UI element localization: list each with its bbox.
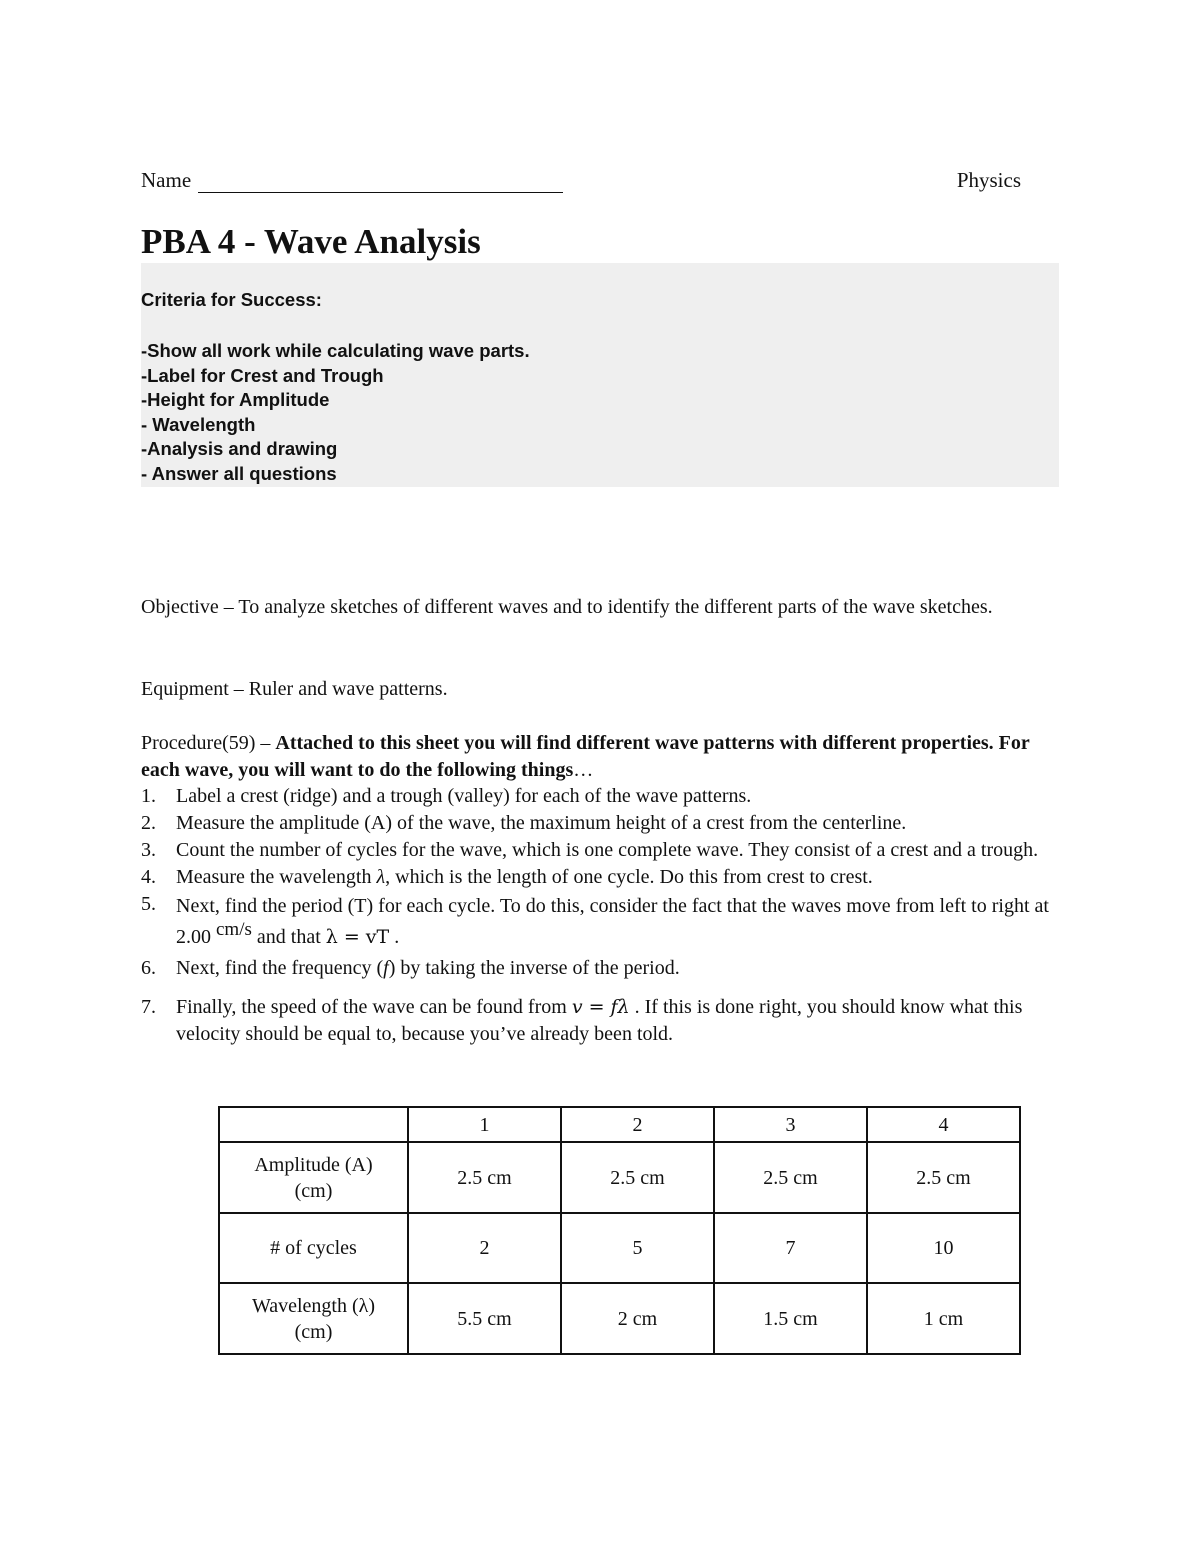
procedure-bold-text: Attached to this sheet you will find different wave patterns with different properties. For each wave, you will want to do the following things	[141, 732, 1030, 781]
table-cell: 5	[561, 1213, 714, 1283]
step-number: 2.	[141, 812, 156, 834]
procedure-step	[141, 864, 1061, 891]
equipment-text: Equipment – Ruler and wave patterns.	[141, 678, 448, 700]
procedure-ellipsis: …	[573, 759, 594, 781]
criteria-item: -Label for Crest and Trough	[141, 364, 384, 386]
table-header-cell	[219, 1107, 408, 1142]
step-text: . If this is done right, you should know what this velocity should be equal to, because you’ve already been told.	[176, 996, 1023, 1045]
step-number: 5.	[141, 893, 156, 915]
lambda-symbol: λ	[376, 866, 386, 888]
table-row	[219, 1283, 1020, 1354]
table-cell: 1 cm	[867, 1283, 1020, 1354]
procedure-intro	[141, 730, 1061, 784]
procedure-step	[141, 837, 1061, 864]
criteria-box	[141, 263, 1059, 487]
name-label: Name	[141, 168, 192, 192]
procedure-step	[141, 994, 1061, 1048]
step-text: and that	[251, 926, 326, 948]
step-text: Count the number of cycles for the wave, which is one complete wave. They consist of a crest and a trough.	[176, 839, 1039, 861]
table-cell: 2.5 cm	[561, 1142, 714, 1213]
procedure-step	[141, 783, 1061, 810]
step-text: .	[389, 926, 400, 948]
table-cell: 2.5 cm	[714, 1142, 867, 1213]
table-cell: 2.5 cm	[867, 1142, 1020, 1213]
step-text: Label a crest (ridge) and a trough (valley) for each of the wave patterns.	[176, 785, 752, 807]
table-cell: 2 cm	[561, 1283, 714, 1354]
name-row	[141, 168, 1021, 198]
table-cell: 2	[408, 1213, 561, 1283]
procedure-steps	[141, 783, 1061, 1048]
table-cell: 2.5 cm	[408, 1142, 561, 1213]
step-number: 1.	[141, 785, 156, 807]
table-cell: 1.5 cm	[714, 1283, 867, 1354]
row-label: # of cycles	[219, 1213, 408, 1283]
row-label: Amplitude (A) (cm)	[219, 1142, 408, 1213]
procedure-step	[141, 810, 1061, 837]
speed-formula: v = fλ	[571, 996, 630, 1018]
table-cell: 10	[867, 1213, 1020, 1283]
table-header-row	[219, 1107, 1020, 1142]
criteria-item: -Show all work while calculating wave parts.	[141, 340, 530, 361]
step-text: ) by taking the inverse of the period.	[388, 957, 680, 979]
criteria-item: - Answer all questions	[141, 462, 337, 484]
frequency-symbol: f	[383, 957, 389, 979]
page-title: PBA 4 - Wave Analysis	[141, 222, 481, 261]
step-number: 6.	[141, 957, 156, 979]
table-header-cell: 3	[714, 1107, 867, 1142]
table-row	[219, 1213, 1020, 1283]
criteria-heading: Criteria for Success:	[141, 289, 322, 310]
step-number: 3.	[141, 839, 156, 861]
subject-label: Physics	[956, 168, 1021, 192]
procedure-step	[141, 891, 1061, 953]
name-blank-line[interactable]	[198, 192, 563, 193]
procedure-step	[141, 955, 1061, 982]
criteria-item: - Wavelength	[141, 413, 256, 435]
speed-unit: cm/s	[216, 919, 252, 940]
procedure-lead: Procedure(59) –	[141, 732, 276, 754]
table-header-cell: 2	[561, 1107, 714, 1142]
table-cell: 5.5 cm	[408, 1283, 561, 1354]
step-text: , which is the length of one cycle. Do this from crest to crest.	[385, 866, 873, 888]
step-number: 7.	[141, 996, 156, 1018]
table-header-cell: 1	[408, 1107, 561, 1142]
objective-text: Objective – To analyze sketches of different waves and to identify the different parts of the wave sketches.	[141, 596, 993, 618]
criteria-item: -Analysis and drawing	[141, 438, 338, 460]
criteria-list	[141, 339, 530, 487]
step-number: 4.	[141, 866, 156, 888]
step-text: Next, find the period (T) for each cycle. To do this, consider the fact that the waves move from left to right at 2.00	[176, 895, 1049, 948]
table-header-cell: 4	[867, 1107, 1020, 1142]
wavelength-formula: λ = vT	[325, 926, 390, 948]
row-label: Wavelength (λ) (cm)	[219, 1283, 408, 1354]
step-text: Next, find the frequency (	[176, 957, 384, 979]
table-row	[219, 1142, 1020, 1213]
step-text: Finally, the speed of the wave can be found from	[176, 996, 572, 1018]
criteria-item: -Height for Amplitude	[141, 389, 330, 411]
table-cell: 7	[714, 1213, 867, 1283]
step-text: Measure the wavelength	[176, 866, 377, 888]
data-table	[218, 1106, 1021, 1355]
step-text: Measure the amplitude (A) of the wave, the maximum height of a crest from the centerline.	[176, 812, 907, 834]
